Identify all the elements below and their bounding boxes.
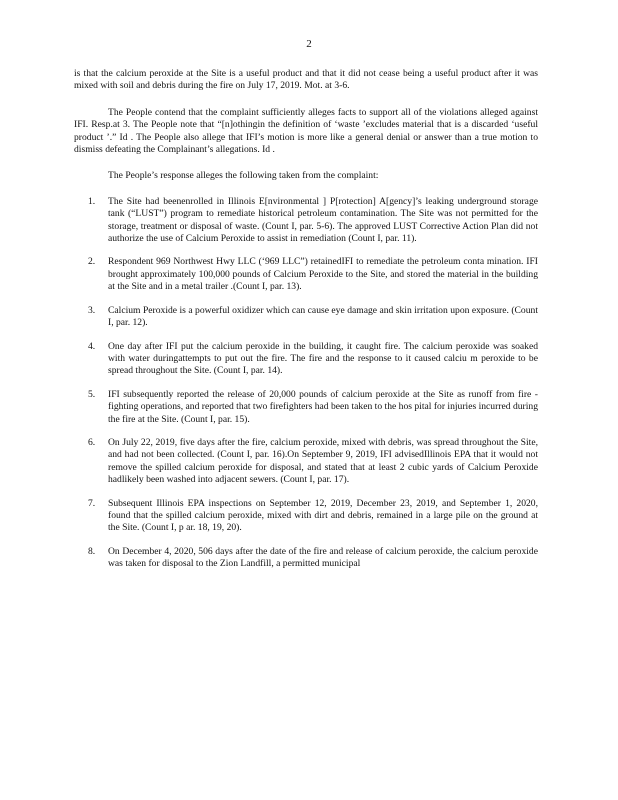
- continuation-paragraph: is that the calcium peroxide at the Site is a useful product and that it did not cease being a useful product after it was mixed with soil and debris during the fire on July 17, 2019. Mot. at 3-6.: [74, 68, 538, 92]
- allegations-list: [74, 196, 538, 571]
- list-item-text: One day after IFI put the calcium peroxide in the building, it caught fire. The calcium peroxide was soaked with water duringattempts to put out the fire. The fire and the response to it caused calciu m peroxide to be spread throughout the Site. (Count I, par. 14).: [108, 340, 538, 377]
- list-item-number: 4.: [88, 340, 96, 352]
- list-item-text: The Site had beenenrolled in Illinois E[nvironmental ] P[rotection] A[gency]’s leaking underground storage tank (“LUST”) program to remediate historical petroleum contamination. The Site was not permitted for the storage, treatment or disposal of waste. (Count I, par. 5-6). The approved LUST Corrective Action Plan did not authorize the use of Calcium Peroxide to assist in remediation (Count I, par. 11).: [108, 195, 538, 245]
- document-body: [74, 68, 538, 582]
- list-item-number: 2.: [88, 256, 96, 268]
- list-item: [74, 498, 538, 535]
- list-item-text: Calcium Peroxide is a powerful oxidizer which can cause eye damage and skin irritation upon exposure. (Count I, par. 12).: [108, 304, 538, 329]
- list-item-text: On December 4, 2020, 506 days after the date of the fire and release of calcium peroxide, the calcium peroxide was taken for disposal to the Zion Landfill, a permitted municipal: [108, 545, 538, 570]
- list-item: [74, 437, 538, 487]
- list-item: [74, 305, 538, 330]
- list-item-text: IFI subsequently reported the release of 20,000 pounds of calcium peroxide at the Site as runoff from fire -fighting operations, and reported that two firefighters had been taken to the hos pital for injuries incurred during the fire at the Site. (Count I, par. 15).: [108, 388, 538, 425]
- list-item: [74, 341, 538, 378]
- list-item-text: On July 22, 2019, five days after the fire, calcium peroxide, mixed with debris, was spread throughout the Site, and had not been collected. (Count I, par. 16).On September 9, 2019, IFI advisedIllinois EPA that it would not remove the spilled calcium peroxide for disposal, and stated that at least 2 cubic yards of Calcium Peroxide hadlikely been washed into adjacent sewers. (Count I, par. 17).: [108, 436, 538, 486]
- page-number: 2: [306, 38, 312, 50]
- list-item-number: 5.: [88, 388, 96, 400]
- peoples-response-paragraph: The People contend that the complaint sufficiently alleges facts to support all of the violations alleged against IFI. Resp.at 3. The People note that “[n]othingin the definition of ‘waste ’excludes material that is a discarded ‘useful product ’.” Id . The People also allege that IFI’s motion is more like a general denial or answer than a true motion to dismiss defeating the Complainant’s allegations. Id .: [74, 106, 538, 156]
- list-item-text: Subsequent Illinois EPA inspections on September 12, 2019, December 23, 2019, and September 1, 2020, found that the spilled calcium peroxide, mixed with dirt and debris, remained in a large pile on the ground at the Site. (Count I, p ar. 18, 19, 20).: [108, 497, 538, 534]
- list-item: [74, 546, 538, 571]
- list-item-text: Respondent 969 Northwest Hwy LLC (‘969 LLC”) retainedIFI to remediate the petroleum conta mination. IFI brought approximately 100,000 pounds of Calcium Peroxide to the Site, and stored the material in the building at the Site and in a metal trailer .(Count I, par. 13).: [108, 256, 538, 293]
- list-item-number: 8.: [88, 545, 96, 557]
- list-item: [74, 389, 538, 426]
- list-item: [74, 196, 538, 246]
- list-item-number: 6.: [88, 436, 96, 448]
- response-intro-paragraph: The People’s response alleges the following taken from the complaint:: [108, 170, 379, 182]
- list-item: [74, 256, 538, 293]
- list-item-number: 3.: [88, 304, 96, 316]
- list-item-number: 7.: [88, 497, 96, 509]
- list-item-number: 1.: [88, 195, 96, 207]
